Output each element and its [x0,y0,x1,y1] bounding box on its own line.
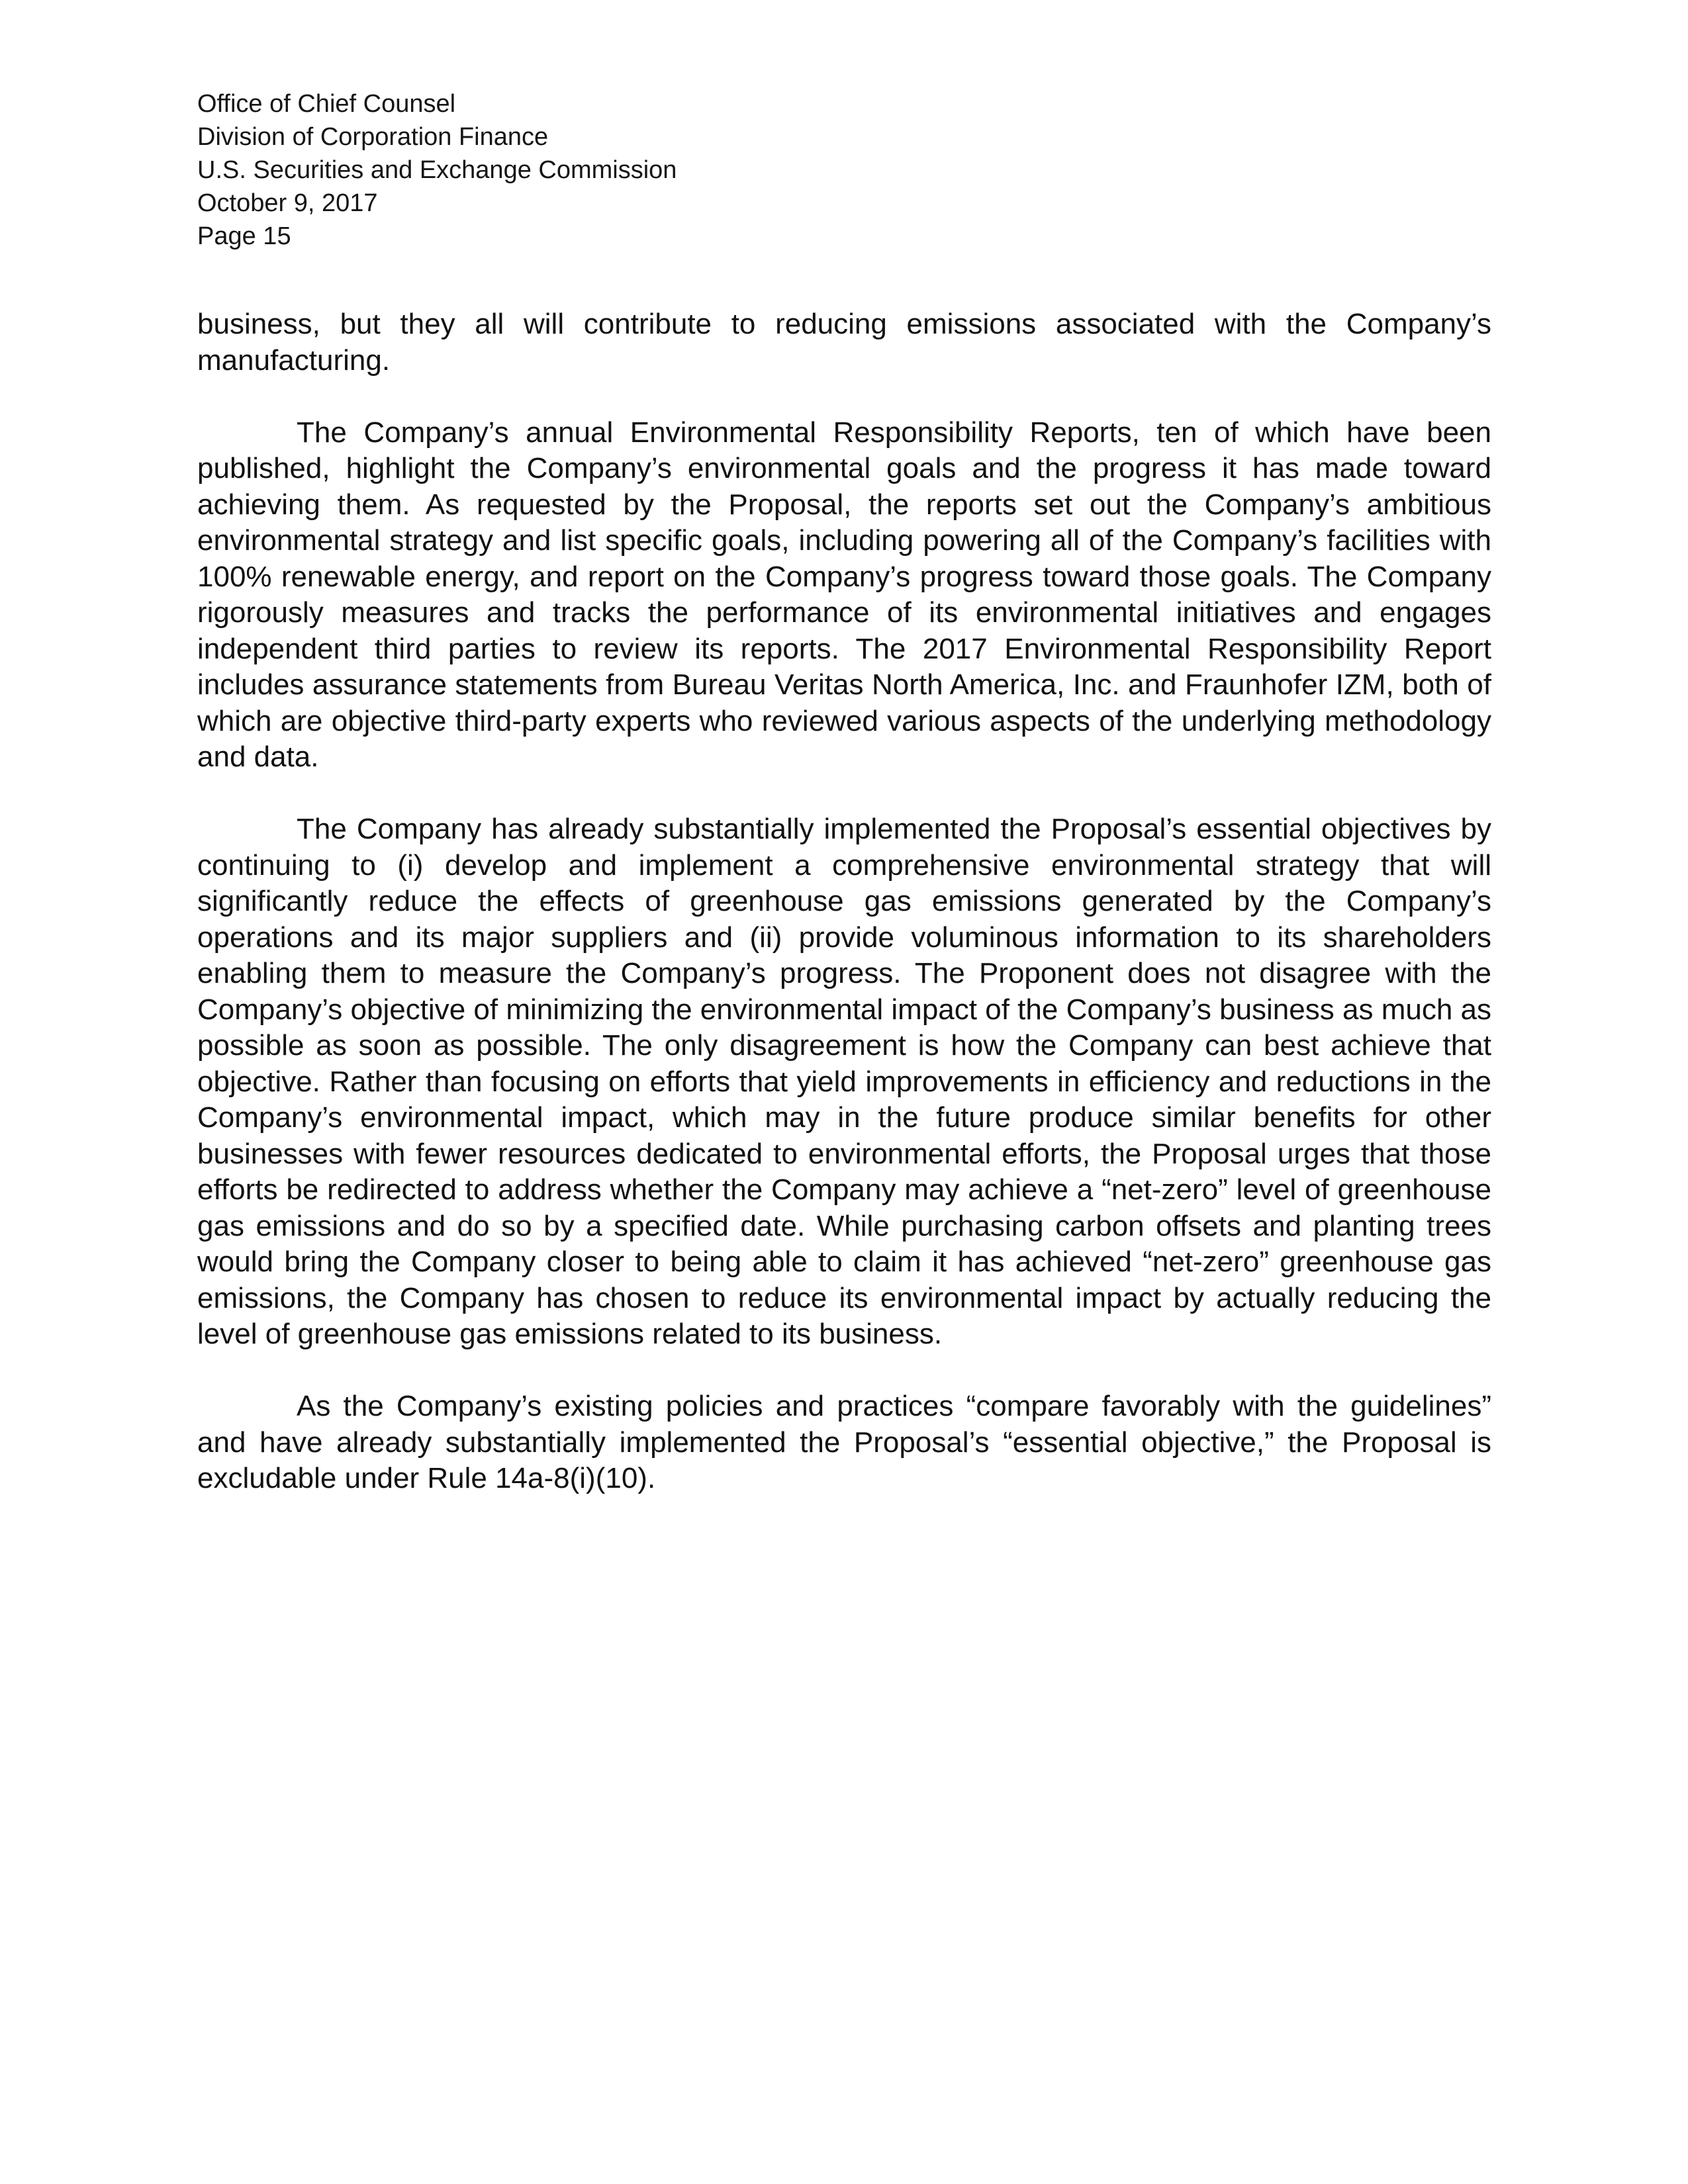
header-office: Office of Chief Counsel [197,90,456,118]
header-division: Division of Corporation Finance [197,123,549,151]
paragraph-continuation: business, but they all will contribute to reducing emissions associated with the Company’s manufacturing. [197,308,1491,377]
header-page-number: Page 15 [197,222,291,250]
paragraph-conclusion: As the Company’s existing policies and practices “compare favorably with the guidelines” and have already substantially implemented the Proposal’s “essential objective,” the Proposal is excludable under Rule 14a-8(i)(10). [197,1390,1491,1494]
paragraph-environmental-reports: The Company’s annual Environmental Responsibility Reports, ten of which have been published, highlight the Company’s environmental goals and the progress it has made toward achieving them. As requested by the Proposal, the reports set out the Company’s ambitious environmental strategy and list specific goals, including powering all of the Company’s facilities with 100% renewable energy, and report on the Company’s progress toward those goals. The Company rigorously measures and tracks the performance of its environmental initiatives and engages independent third parties to review its reports. The 2017 Environmental Responsibility Report includes assurance statements from Bureau Veritas North America, Inc. and Fraunhofer IZM, both of which are objective third-party experts who reviewed various aspects of the underlying methodology and data. [197,416,1491,773]
header-date: October 9, 2017 [197,189,378,217]
header-agency: U.S. Securities and Exchange Commission [197,156,677,184]
letter-body [197,306,1491,1533]
letter-header [197,87,992,253]
paragraph-substantial-implementation: The Company has already substantially implemented the Proposal’s essential objectives by continuing to (i) develop and implement a comprehensive environmental strategy that will significantly reduce the effects of greenhouse gas emissions generated by the Company’s operations and its major suppliers and (ii) provide voluminous information to its shareholders enabling them to measure the Company’s progress. The Proponent does not disagree with the Company’s objective of minimizing the environmental impact of the Company’s business as much as possible as soon as possible. The only disagreement is how the Company can best achieve that objective. Rather than focusing on efforts that yield improvements in efficiency and reductions in the Company’s environmental impact, which may in the future produce similar benefits for other businesses with fewer resources dedicated to environmental efforts, the Proposal urges that those efforts be redirected to address whether the Company may achieve a “net-zero” level of greenhouse gas emissions and do so by a specified date. While purchasing carbon offsets and planting trees would bring the Company closer to being able to claim it has achieved “net-zero” greenhouse gas emissions, the Company has chosen to reduce its environmental impact by actually reducing the level of greenhouse gas emissions related to its business. [197,813,1491,1350]
